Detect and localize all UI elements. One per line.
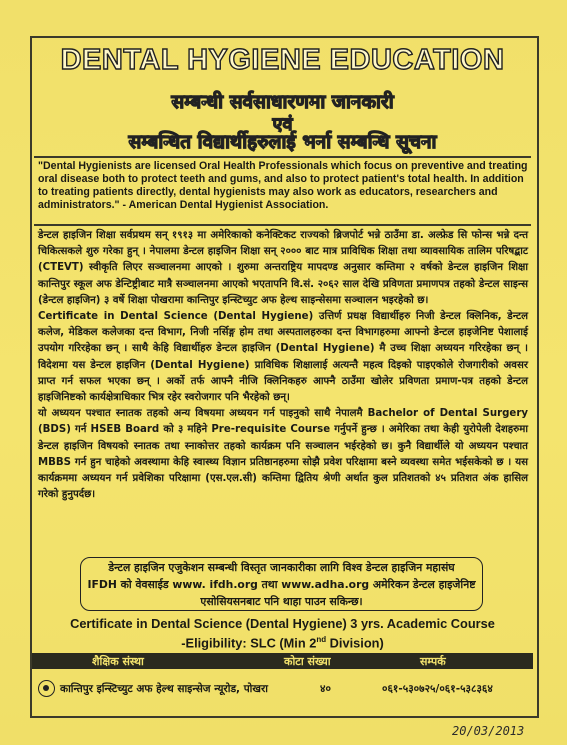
body-paragraph-2: Certificate in Dental Science (Dental Hygiene) उत्तिर्ण प्रधक्ष विद्यार्थीहरु निजी डेन्टल क्लिनिक, डेन्टल कलेज, मेडिकल कलेजका दन्त विभाग, निजी नर्सिङ्ग होम तथा अस्पतालहरुका दन्त विभागहरुमा आफ्नो डेन्टल हाइजेनिष्ट पेशालाई उपयोग गरिरहेका छन् । साथै केहि विद्यार्थीहरु डेन्टल हाइजिन (Dental Hygiene) मै उच्च शिक्षा अध्ययन गरिरहेका छन् । विदेशमा यस डेन्टल हाइजिन (Dental Hygiene) प्राविधिक शिक्षालाई अत्यन्तै महत्व दिइको पाइएकोले रोजगारीको अवसर प्राप्त गर्न सफल भएका छन् । अर्को तर्फ आफ्नै नीजि क्लिनिकहरु आफ्नै ठाउँमा खोलेर प्रविणता प्रमाण-पत्र तहको डेन्टल हाइजिनिष्टको कार्यक्षेत्राधिकार भित्र रहेर स्वरोजगार पनि भैरहेको छन्। — [38, 311, 528, 404]
header-contact: सम्पर्क — [420, 655, 446, 668]
course-info — [30, 616, 535, 651]
notice-body — [38, 228, 528, 503]
course-title: Certificate in Dental Science (Dental Hygiene) 3 yrs. Academic Course — [70, 616, 495, 631]
eligibility: -Eligibility: SLC (Min 2nd Division) — [181, 635, 384, 651]
quote-text: "Dental Hygienists are licensed Oral Health Professionals which focus on preventive and treating oral disease both to protect teeth and gums, and also to protect patient's total health. In addition to treating patients directly, dental hygienists may also work as educators, researchers and administrators." — [38, 160, 528, 211]
info-box — [80, 557, 483, 611]
handwritten-date: 20/03/2013 — [452, 724, 525, 738]
body-paragraph-3: यो अध्ययन पश्चात स्नातक तहको अन्य विषयमा अध्ययन गर्न पाइनुको साथै नेपालमै Bachelor of Dental Surgery (BDS) गर्न HSEB Board को ३ महिने Pre-requisite Course गर्नुपर्ने हुन्छ । अमेरिका तथा केही युरोपेली देशहरुमा डेन्टल हाइजिन विषयको स्नातक तथा स्नाकोत्तर तहको कार्यक्रम पनि सञ्चालन भईरहेको छ। कुनै विद्यार्थीले यो अध्ययन पश्चात MBBS गर्न हुन चाहेको अवस्थामा केहि स्वास्थ्य विज्ञान प्रतिष्ठानहरुमा सोझै प्रवेश परिक्षामा बस्ने व्यवस्था समेत भईसकेको छ । यस कार्यक्रममा अध्ययन गर्न प्रवेशिका परिक्षामा (एस.एल.सी) कम्तिमा द्वितिय श्रेणी अर्थात कुल प्रतिशतको ४५ प्रतिशत अंक हासिल गरेको हुनुपर्दछ। — [38, 408, 528, 501]
body-paragraph-1: डेन्टल हाइजिन शिक्षा सर्वप्रथम सन् १९१३ मा अमेरिकाको कनेक्टिकट राज्यको ब्रिजपोर्ट भन्ने ठाउँमा डा. अल्फ्रेड सि फोन्स भन्ने दन्त चिकित्सकले शुरु गरेका हुन् । नेपालमा डेन्टल हाइजिन शिक्षा सन् २००० बाट मात्र प्राविधिक शिक्षा तथा व्यावसायिक तालिम परिषद्बाट (CTEVT) स्वीकृति लिएर सञ्चालनमा आएको । शुरुमा अन्तराष्ट्रिय मापदण्ड अनुसार कम्तिमा २ वर्षको डेन्टल हाइजिन शिक्षा कान्तिपुर स्कूल अफ डेन्टिष्ट्रीबाट मात्रै सञ्चालनमा आएको भएतापनि वि.सं. २०६२ साल देखि प्रविणता प्रमाणपत्र तहको डेन्टल साइन्स (डेन्टल हाइजिन) ३ वर्षे शिक्षा पोखरामा कान्तिपुर इन्स्टिच्युट अफ हेल्थ साइन्सेसमा सञ्चालन भइरहेको छ। — [38, 230, 528, 306]
info-line-2: IFDH को वेवसाईड www. ifdh.org तथा www.adha.org अमेरिकन डेन्टल हाइजेनिष्ट — [87, 578, 476, 591]
notice-title: DENTAL HYGIENE EDUCATION — [60, 44, 505, 76]
subtitle-line-1: सम्बन्धी सर्वसाधारणमा जानकारी — [171, 91, 394, 113]
header-institution: शैक्षिक संस्था — [92, 655, 144, 668]
table-row — [32, 676, 533, 702]
table-header — [32, 653, 533, 669]
row-quota: ४० — [320, 683, 331, 695]
info-line-3: एसोसियसनबाट पनि थाहा पाउन सकिन्छ। — [200, 595, 363, 608]
header-quota: कोटा संख्या — [284, 655, 331, 668]
row-institution: कान्तिपुर इन्स्टिच्युट अफ हेल्थ साइन्सेज न्यूरोड, पोखरा — [60, 683, 268, 695]
adha-quote — [38, 160, 528, 212]
info-line-1: डेन्टल हाइजिन एजुकेशन सम्बन्धी विस्तृत जानकारीका लागि विश्व डेन्टल हाइजिन महासंघ — [108, 561, 455, 574]
subtitle-line-2: एवं — [272, 114, 293, 135]
row-contact: ०६१-५३०७२५/०६१-५३८३६४ — [382, 683, 493, 695]
quote-source: - American Dental Hygienist Association. — [119, 199, 329, 211]
subtitle-line-3: सम्बन्धित विद्यार्थीहरुलाई भर्ना सम्बन्धि सूचना — [128, 131, 437, 153]
